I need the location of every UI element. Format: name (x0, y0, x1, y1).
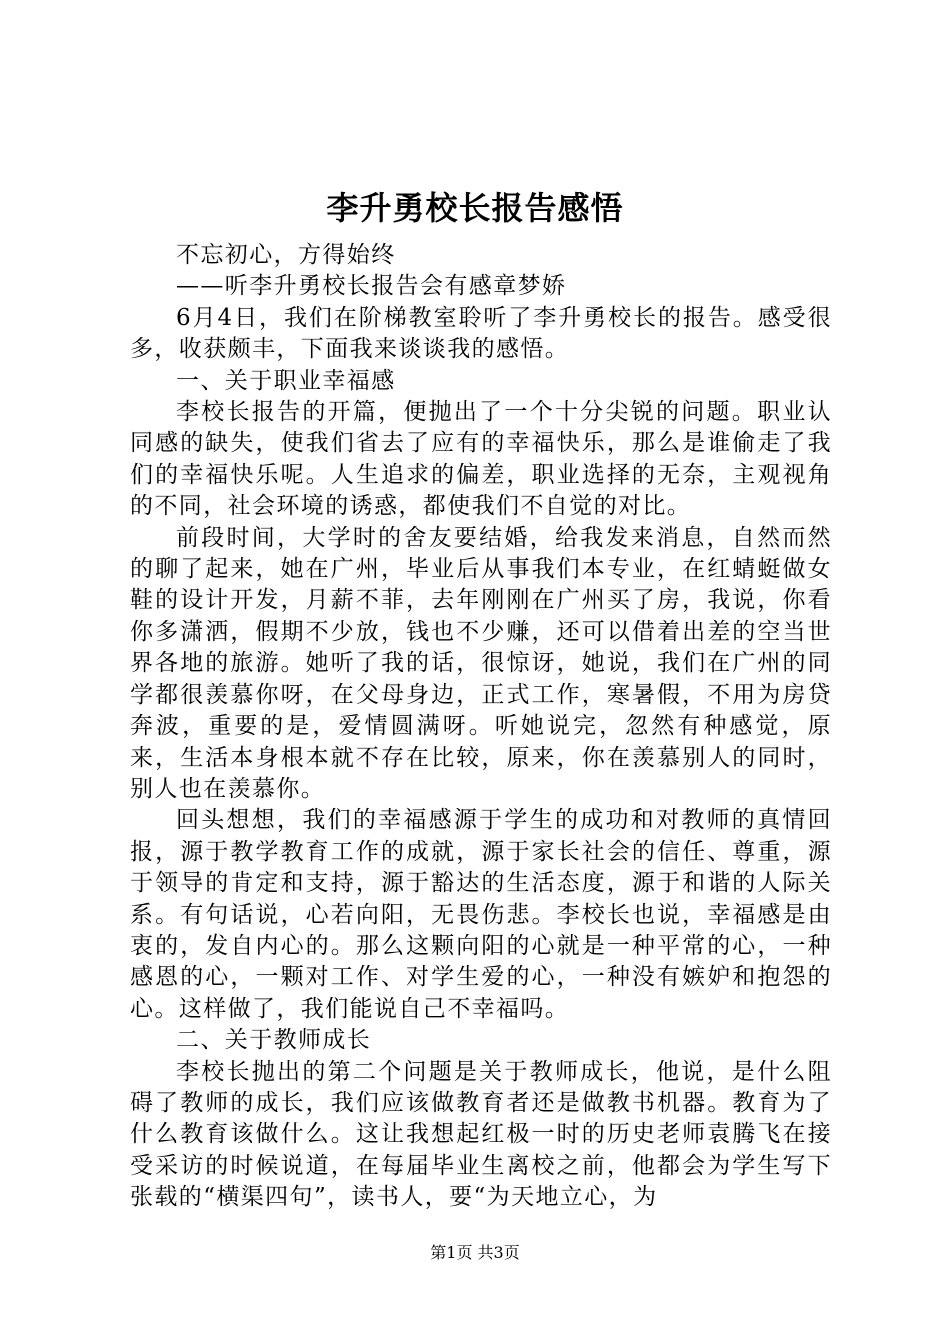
paragraph: 前段时间，大学时的舍友要结婚，给我发来消息，自然而然的聊了起来，她在广州，毕业后从事我们本专业，在红蜻蜓做女鞋的设计开发，月薪不菲，去年刚刚在广州买了房，我说，你看你多潇洒，假期不少放，钱也不少赚，还可以借着出差的空当世界各地的旅游。她听了我的话，很惊讶，她说，我们在广州的同学都很羡慕你呀，在父母身边，正式工作，寒暑假，不用为房贷奔波，重要的是，爱情圆满呀。听她说完，忽然有种感觉，原来，生活本身根本就不存在比较，原来，你在羡慕别人的同时，别人也在羡慕你。 (130, 524, 832, 802)
paragraph: 李校长报告的开篇，便抛出了一个十分尖锐的问题。职业认同感的缺失，使我们省去了应有的幸福快乐，那么是谁偷走了我们的幸福快乐呢。人生追求的偏差，职业选择的无奈，主观视角的不同，社会环境的诱惑，都使我们不自觉的对比。 (130, 399, 832, 520)
document-body (130, 240, 832, 1214)
page-footer: 第1页 共3页 (430, 1243, 520, 1262)
section-heading-1: 一、关于职业幸福感 (176, 367, 396, 394)
paragraph-motto: 不忘初心，方得始终 (176, 242, 396, 268)
paragraph: 李校长抛出的第二个问题是关于教师成长，他说，是什么阻碍了教师的成长，我们应该做教育者还是做教书机器。教育为了什么教育该做什么。这让我想起红极一时的历史老师袁腾飞在接受采访的时候说道，在每届毕业生离校之前，他都会为学生写下张载的“横渠四句”，读书人，要“为天地立心，为 (130, 1058, 832, 1211)
section-heading-2: 二、关于教师成长 (176, 1027, 372, 1054)
document-title: 李升勇校长报告感悟 (326, 189, 624, 227)
paragraph: 回头想想，我们的幸福感源于学生的成功和对教师的真情回报，源于教学教育工作的成就，源于家长社会的信任、尊重，源于领导的肯定和支持，源于豁达的生活态度，源于和谐的人际关系。有句话说，心若向阳，无畏伤悲。李校长也说，幸福感是由衷的，发自内心的。那么这颗向阳的心就是一种平常的心，一种感恩的心，一颗对工作、对学生爱的心，一种没有嫉妒和抱怨的心。这样做了，我们能说自己不幸福吗。 (130, 807, 832, 1022)
paragraph-intro: 6月4日，我们在阶梯教室聆听了李升勇校长的报告。感受很多，收获颇丰，下面我来谈谈我的感悟。 (130, 304, 832, 363)
paragraph-subtitle: ——听李升勇校长报告会有感章梦娇 (176, 273, 567, 300)
